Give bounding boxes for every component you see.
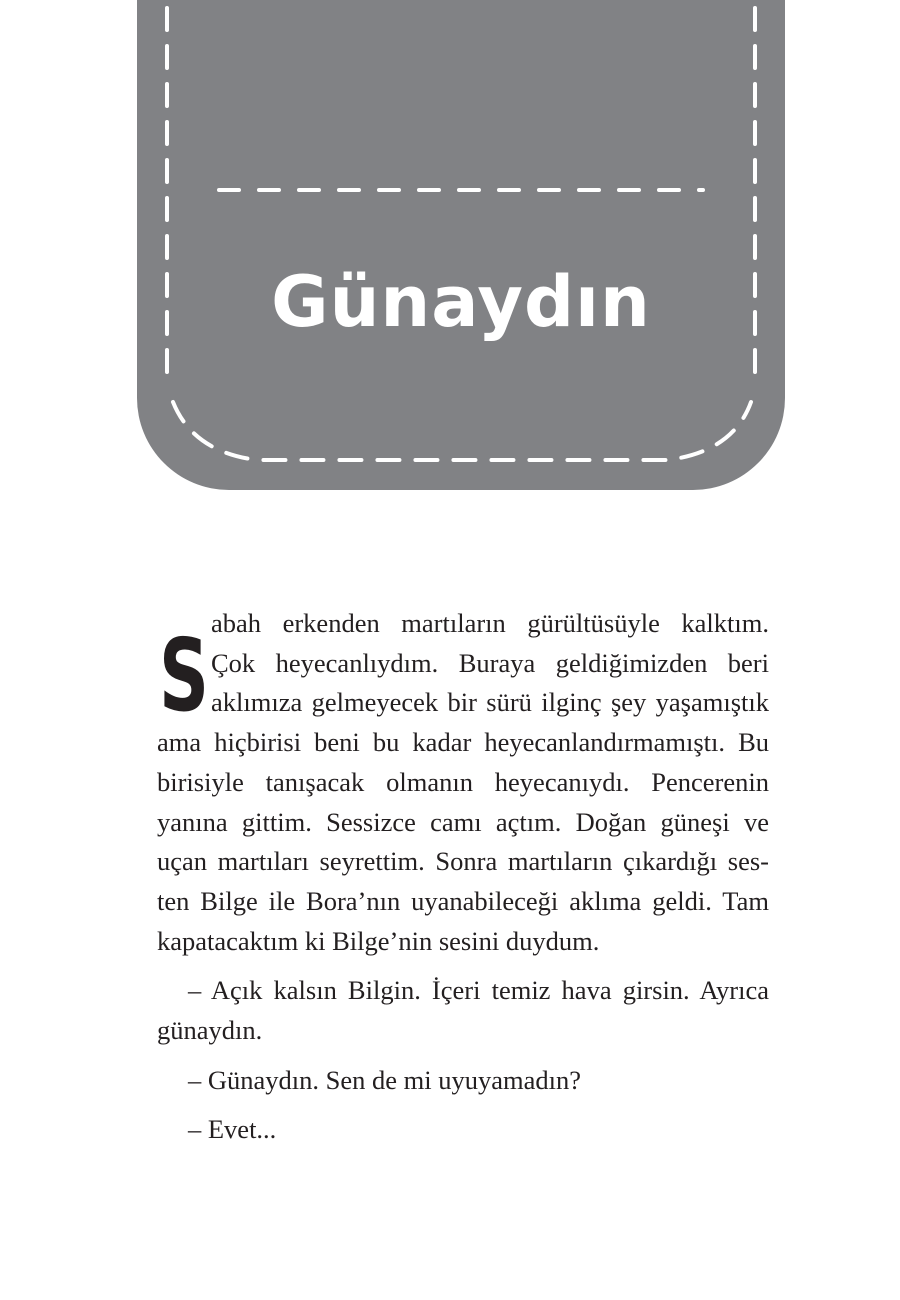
text-line: kapatacaktım ki Bilge’nin sesini duydum. (157, 925, 600, 956)
text-line: abah erkenden martıların gürültüsüyle kalktım. (211, 608, 769, 638)
text-line: uçan martıları seyrettim. Sonra martıların çıkardığı ses- (157, 846, 769, 877)
text-line: günaydın. (157, 1015, 263, 1046)
dropcap-letter: S (159, 617, 209, 734)
chapter-title-tab (137, 0, 785, 490)
stitched-border (137, 0, 785, 490)
paragraph-1 (157, 604, 769, 961)
text-line: – Evet... (188, 1114, 277, 1145)
stitch-bottom (173, 402, 751, 460)
text-line: yanına gittim. Sessizce camı açtım. Doğan güneşi ve (157, 806, 769, 837)
chapter-title: Günaydın (271, 261, 651, 343)
text-line: Çok heyecanlıydım. Buraya geldiğimizden beri (211, 647, 769, 678)
body-text (157, 604, 769, 1150)
dropcap (157, 606, 211, 734)
text-line: ten Bilge ile Bora’nın uyanabileceği aklıma geldi. Tam (157, 885, 769, 916)
text-line: – Günaydın. Sen de mi uyuyamadın? (188, 1064, 582, 1095)
text-line: ama hiçbirisi beni bu kadar heyecanlandırmamıştı. Bu (157, 727, 769, 758)
text-line: – Açık kalsın Bilgin. İçeri temiz hava girsin. Ayrıca (188, 975, 769, 1006)
paragraph-4 (157, 1110, 769, 1150)
paragraph-3 (157, 1061, 769, 1101)
text-line: aklımıza gelmeyecek bir sürü ilginç şey yaşamıştık (211, 687, 769, 718)
text-line: birisiyle tanışacak olmanın heyecanıydı. Pencerenin (157, 766, 769, 797)
paragraph-2 (157, 971, 769, 1050)
